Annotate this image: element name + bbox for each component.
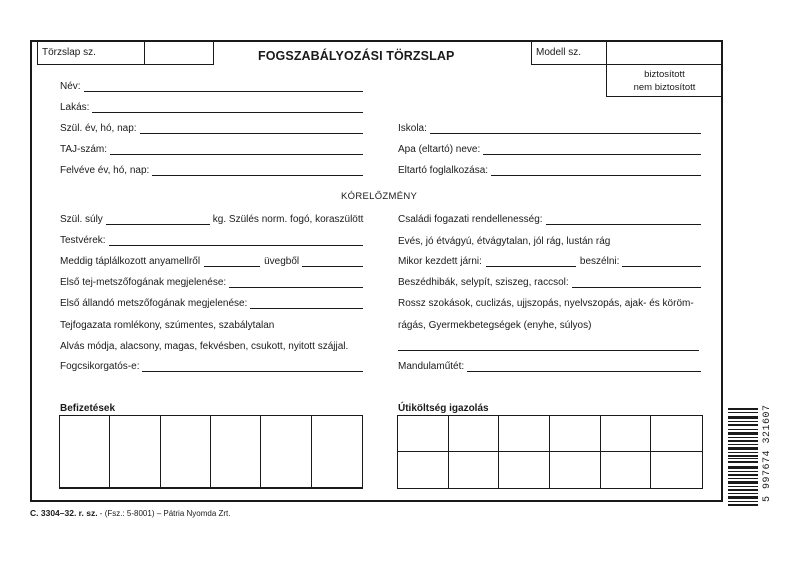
name-field[interactable] <box>60 81 363 92</box>
payments-label: Befizetések <box>60 403 116 414</box>
travel-cell[interactable] <box>651 452 702 488</box>
address-field[interactable] <box>60 102 363 113</box>
talking-label: beszélni: <box>579 256 620 267</box>
taj-label: TAJ-szám: <box>60 144 108 155</box>
family-dental-label: Családi fogazati rendellenesség: <box>398 214 543 225</box>
grinding-label: Fogcsikorgatós-e: <box>60 361 140 372</box>
insurance-status-box[interactable] <box>606 64 722 97</box>
birth-weight-label: Szül. súly <box>60 214 103 225</box>
breastfed-label: Meddig táplálkozott anyamellről <box>60 256 201 267</box>
school-label: Iskola: <box>398 123 427 134</box>
siblings-field[interactable] <box>60 235 363 246</box>
father-job-field[interactable] <box>398 165 701 176</box>
anamnesis-heading: KÓRELŐZMÉNY <box>341 191 418 202</box>
birth-weight-field[interactable] <box>60 214 363 225</box>
walking-label: Mikor kezdett járni: <box>398 256 482 267</box>
habits-answer-line[interactable] <box>398 340 699 351</box>
travel-cell[interactable] <box>398 416 449 452</box>
record-no-label-box <box>37 41 145 65</box>
sleep-text[interactable]: Alvás módja, alacsony, magas, fekvésben, csukott, nyitott szájjal. <box>60 341 349 352</box>
admission-date-label: Felvéve év, hó, nap: <box>60 165 150 176</box>
travel-cell[interactable] <box>550 416 601 452</box>
record-no-label: Törzslap sz. <box>42 47 96 58</box>
walking-field[interactable] <box>398 256 701 267</box>
footer-code: C. 3304–32. r. sz. <box>30 508 98 518</box>
first-milk-tooth-field[interactable] <box>60 277 363 288</box>
page-title: FOGSZABÁLYOZÁSI TÖRZSLAP <box>258 49 455 63</box>
payments-grid[interactable] <box>59 415 363 489</box>
tonsils-label: Mandulaműtét: <box>398 361 465 372</box>
father-label: Apa (eltartó) neve: <box>398 144 481 155</box>
taj-field[interactable] <box>60 144 363 155</box>
name-label: Név: <box>60 81 81 92</box>
father-job-label: Eltartó foglalkozása: <box>398 165 489 176</box>
admission-date-field[interactable] <box>60 165 363 176</box>
record-no-field[interactable] <box>144 41 214 65</box>
travel-cell[interactable] <box>601 452 652 488</box>
model-no-label: Modell sz. <box>536 47 582 58</box>
travel-cell[interactable] <box>601 416 652 452</box>
address-label: Lakás: <box>60 102 90 113</box>
grinding-field[interactable] <box>60 361 363 372</box>
speech-field[interactable] <box>398 277 701 288</box>
travel-cell[interactable] <box>499 452 550 488</box>
school-field[interactable] <box>398 123 701 134</box>
payment-cell[interactable] <box>161 416 211 488</box>
speech-label: Beszédhibák, selypít, sziszeg, raccsol: <box>398 277 569 288</box>
birth-date-label: Szül. év, hó, nap: <box>60 123 137 134</box>
payment-cell[interactable] <box>110 416 160 488</box>
bottle-label: üvegből <box>264 256 300 267</box>
travel-grid[interactable] <box>397 415 703 489</box>
habits-text-line1[interactable]: Rossz szokások, cuclizás, ujjszopás, nyelvszopás, ajak- és köröm- <box>398 298 694 309</box>
tonsils-field[interactable] <box>398 361 701 372</box>
travel-label: Útiköltség igazolás <box>398 403 489 414</box>
first-perm-tooth-field[interactable] <box>60 298 363 309</box>
travel-cell[interactable] <box>499 416 550 452</box>
barcode-number: 5 997674 321607 <box>762 404 773 502</box>
eating-text[interactable]: Evés, jó étvágyú, étvágytalan, jól rág, lustán rág <box>398 236 611 247</box>
birth-date-field[interactable] <box>60 123 363 134</box>
first-perm-tooth-label: Első állandó metszőfogának megjelenése: <box>60 298 248 309</box>
payment-cell[interactable] <box>211 416 261 488</box>
family-dental-field[interactable] <box>398 214 701 225</box>
travel-cell[interactable] <box>550 452 601 488</box>
travel-cell[interactable] <box>449 452 500 488</box>
travel-cell[interactable] <box>449 416 500 452</box>
first-milk-tooth-label: Első tej-metszőfogának megjelenése: <box>60 277 227 288</box>
footer-info: - (Fsz.: 5-8001) – Pátria Nyomda Zrt. <box>97 509 231 518</box>
insured-option[interactable]: biztosított <box>644 69 685 80</box>
not-insured-option[interactable]: nem biztosított <box>633 82 696 93</box>
breastfed-field[interactable] <box>60 256 363 267</box>
footer <box>30 508 231 518</box>
siblings-label: Testvérek: <box>60 235 106 246</box>
habits-text-line2[interactable]: rágás, Gyermekbetegségek (enyhe, súlyos) <box>398 320 592 331</box>
payment-cell[interactable] <box>312 416 362 488</box>
travel-cell[interactable] <box>651 416 702 452</box>
model-no-field[interactable] <box>606 41 722 65</box>
travel-cell[interactable] <box>398 452 449 488</box>
payment-cell[interactable] <box>60 416 110 488</box>
model-no-label-box <box>531 41 607 65</box>
barcode-icon <box>728 408 758 508</box>
milk-teeth-text[interactable]: Tejfogazata romlékony, szúmentes, szabálytalan <box>60 320 275 331</box>
birth-weight-suffix: kg. Szülés norm. fogó, koraszülött <box>212 214 364 225</box>
father-field[interactable] <box>398 144 701 155</box>
payment-cell[interactable] <box>261 416 311 488</box>
